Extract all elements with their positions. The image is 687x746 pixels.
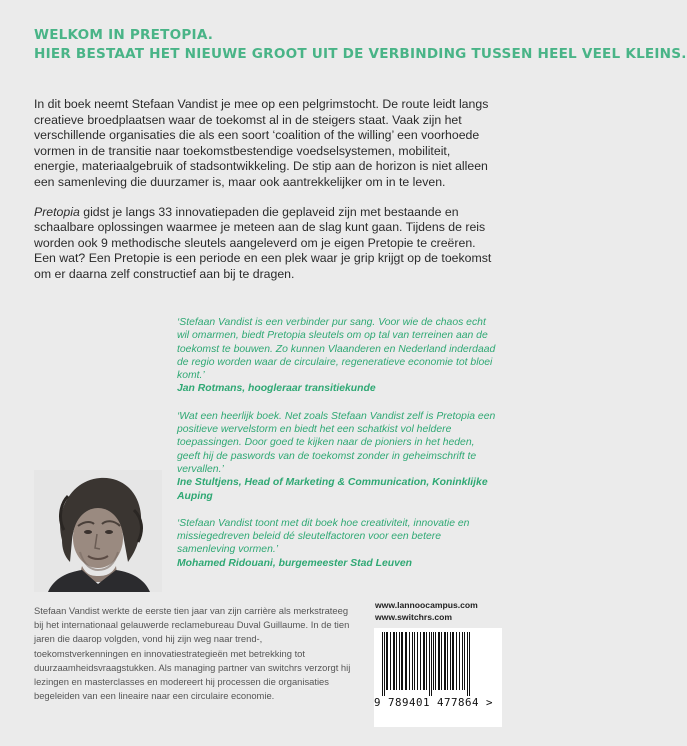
barcode-bar	[429, 632, 430, 696]
barcode-bar	[459, 632, 460, 690]
quote-author: Ine Stultjens, Head of Marketing & Communication, Koninklijke Auping	[177, 477, 488, 502]
endorsement-quotes	[177, 316, 497, 584]
isbn-barcode	[374, 628, 502, 727]
barcode-bar	[409, 632, 410, 690]
quote-author: Jan Rotmans, hoogleraar transitiekunde	[177, 383, 376, 395]
intro-paragraph-2	[34, 205, 496, 283]
barcode-bar	[386, 632, 388, 690]
quote-item	[177, 517, 497, 570]
publisher-links	[375, 600, 478, 623]
barcode-bar	[444, 632, 446, 690]
barcode-bar	[412, 632, 413, 690]
barcode-bar	[452, 632, 454, 690]
barcode-bar	[423, 632, 425, 690]
barcode-bar	[467, 632, 468, 696]
author-photo	[34, 470, 162, 592]
author-company-url[interactable]: www.switchrs.com	[375, 611, 453, 622]
quote-author: Mohamed Ridouani, burgemeester Stad Leuven	[177, 557, 412, 569]
author-portrait-icon	[34, 470, 162, 592]
barcode-bar	[431, 632, 432, 696]
barcode-bar	[382, 632, 383, 696]
barcode-bar	[420, 632, 421, 690]
barcode-bar	[469, 632, 470, 696]
barcode-bar	[438, 632, 440, 690]
barcode-bar	[441, 632, 442, 690]
barcode-bar	[396, 632, 397, 690]
barcode-bar	[390, 632, 391, 690]
barcode-bar	[414, 632, 415, 690]
barcode-bar	[450, 632, 451, 690]
barcode-bar	[399, 632, 400, 690]
barcode-bar	[464, 632, 465, 690]
quote-text: ‘Stefaan Vandist is een verbinder pur sang. Voor wie de chaos echt wil omarmen, biedt Pretopia sleutels om op tal van terreinen aan de toekomst te bouwen. Zo kunnen Vlaanderen en Nederland inderdaad de regio worden waar de circulaire, regeneratieve economie tot bloei komt.’	[177, 317, 496, 382]
barcode-bar	[456, 632, 457, 690]
barcode-bar	[393, 632, 395, 690]
isbn-digits: 9 789401 477864 >	[374, 696, 494, 709]
barcode-bar	[417, 632, 418, 690]
quote-text: ‘Stefaan Vandist toont met dit boek hoe creativiteit, innovatie en missiegedreven beleid dé sleutelfactoren voor een betere samenleving vormen.’	[177, 517, 470, 556]
barcode-bar	[435, 632, 436, 690]
headline-line-2: HIER BESTAAT HET NIEUWE GROOT UIT DE VERBINDING TUSSEN HEEL VEEL KLEINS.	[34, 46, 687, 62]
barcode-bar	[426, 632, 427, 690]
barcode-bar	[433, 632, 434, 690]
publisher-url[interactable]: www.lannoocampus.com	[375, 600, 478, 610]
barcode-bar	[405, 632, 407, 690]
intro-paragraph-2-text: gidst je langs 33 innovatiepaden die geplaveid zijn met bestaande en schaalbare oplossingen waarmee je meteen aan de slag kunt gaan. Tijdens de reis worden ook 9 methodische sleutels aangeleverd om je eigen Pretopie te creëren. Een wat? Een Pretopie is een periode en een plek waar je grip krijgt op de toekomst om er daarna zelf constructief aan bij te dragen.	[34, 204, 492, 281]
quote-text: ‘Wat een heerlijk boek. Net zoals Stefaan Vandist zelf is Pretopia een positieve wervelstorm en biedt het een schatkist vol heldere toepassingen. Door goed te kijken naar de pioniers in het heden, geeft hij de paswords van de toekomst zonder in geheimschrift te vervallen.’	[177, 410, 496, 475]
headline-line-1: WELKOM IN PRETOPIA.	[34, 27, 214, 43]
quote-item	[177, 316, 497, 396]
intro-paragraph-1: In dit boek neemt Stefaan Vandist je mee op een pelgrimstocht. De route leidt langs creatieve broedplaatsen waar de toekomst al in de steigers staat. Vaak zijn het verschillende organisaties die als een soort ‘coalition of the willing’ een voorhoede vormen in de transitie naar toekomstbestendige voedselsystemen, mobiliteit, energie, materiaalgebruik of stadsontwikkeling. De stip aan de horizon is niet alleen een samenleving die duurzamer is, maar ook aantrekkelijker om in te leven.	[34, 97, 489, 189]
barcode-bar	[462, 632, 463, 690]
barcode-bar	[384, 632, 385, 696]
back-cover-headline	[34, 26, 687, 64]
barcode-icon	[374, 628, 502, 696]
barcode-bar	[447, 632, 448, 690]
intro-text	[34, 97, 496, 297]
barcode-bar	[401, 632, 403, 690]
author-bio: Stefaan Vandist werkte de eerste tien jaar van zijn carrière als merkstrateeg bij het internationaal gelauwerde reclamebureau Duval Guillaume. In de tien jaren die daarop volgden, vond hij zijn weg naar trend-, toekomstverkenningen en innovatiestrategieën met betrekking tot duurzaamheidsvraagstukken. Als managing partner van switchrs verzorgt hij lezingen en masterclasses en modereert hij processen die organisaties begeleiden van een lineaire naar een circulaire economie.	[34, 605, 351, 702]
quote-item	[177, 410, 497, 503]
book-title-inline: Pretopia	[34, 204, 80, 219]
